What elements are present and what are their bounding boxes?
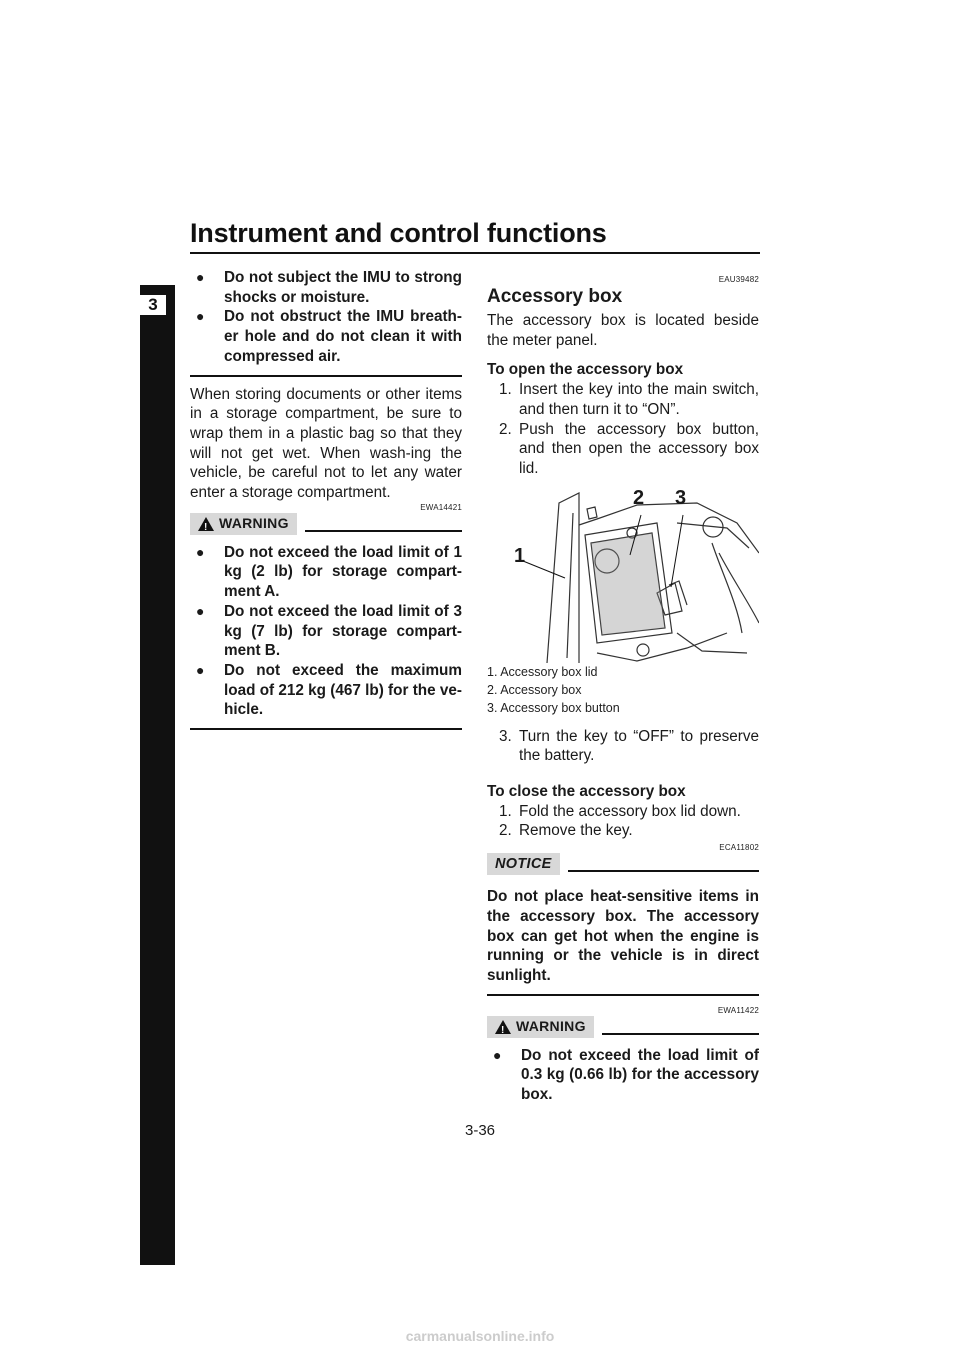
warning-badge — [190, 513, 297, 535]
figure-label-2: 2 — [633, 486, 645, 509]
warning-header — [487, 1016, 759, 1038]
warning-badge — [487, 1016, 594, 1038]
accessory-box-illustration — [487, 483, 759, 663]
page-title: Instrument and control functions — [190, 218, 607, 248]
intro-paragraph: The accessory box is located beside the meter panel. — [487, 312, 759, 349]
figure-label-3: 3 — [675, 486, 687, 509]
figure-caption: 1. Accessory box lid — [487, 664, 598, 679]
close-step: 1. Fold the accessory box lid down. — [499, 802, 741, 820]
open-step: 2. Push the accessory box button, and then open the accessory box lid. — [499, 420, 759, 477]
figure-label-1: 1 — [514, 544, 526, 567]
figure-caption: 2. Accessory box — [487, 682, 582, 697]
section-code: EAU39482 — [718, 275, 759, 284]
warning-bullet: ● Do not exceed the load limit of 3 kg (7 lb) for storage compart-ment B. — [190, 602, 462, 661]
warning-label: WARNING — [516, 1017, 586, 1034]
warning-code: EWA14421 — [420, 502, 462, 512]
warning-bullet: ● Do not exceed the maximum load of 212 kg (467 lb) for the ve-hicle. — [190, 661, 462, 720]
notice-rule — [568, 870, 759, 872]
open-step: 1. Insert the key into the main switch, and then turn it to “ON”. — [499, 381, 759, 418]
figure-caption: 3. Accessory box button — [487, 700, 620, 715]
accessory-box-figure — [487, 483, 759, 663]
close-subheading: To close the accessory box — [487, 783, 686, 801]
warning-triangle-icon — [198, 517, 214, 531]
page-number: 3-36 — [464, 1122, 496, 1139]
notice-header — [487, 853, 759, 875]
notice-badge: NOTICE — [487, 853, 560, 875]
bullet-item: ● Do not obstruct the IMU breath-er hole and do not clean it with compressed air. — [190, 307, 462, 366]
section-rule — [190, 375, 462, 377]
bullet-item: ● Do not subject the IMU to strong shocks or moisture. — [190, 268, 462, 307]
notice-end-rule — [487, 994, 759, 996]
warning-header — [190, 513, 462, 535]
chapter-side-tab — [140, 285, 175, 1265]
warning-rule — [602, 1033, 759, 1035]
warning-label: WARNING — [219, 514, 289, 531]
close-step: 2. Remove the key. — [499, 822, 633, 840]
header-rule — [190, 252, 760, 254]
warning-bullet: ● Do not exceed the load limit of 1 kg (2 lb) for storage compart-ment A. — [190, 543, 462, 602]
left-column — [190, 268, 462, 730]
warning-bullet: ● Do not exceed the load limit of 0.3 kg (0.66 lb) for the accessory box. — [487, 1046, 759, 1105]
section-title: Accessory box — [487, 286, 623, 307]
open-subheading: To open the accessory box — [487, 361, 684, 379]
warning-end-rule — [190, 728, 462, 730]
right-column — [487, 275, 759, 1105]
footer-watermark: carmanualsonline.info — [405, 1328, 555, 1344]
notice-code: ECA11802 — [719, 843, 759, 853]
open-step: 3. Turn the key to “OFF” to preserve the battery. — [499, 727, 759, 765]
chapter-tab-number: 3 — [140, 295, 166, 315]
storage-paragraph: When storing documents or other items in a storage compartment, be sure to wrap them in a plastic bag so that they will not get wet. When wash-ing the vehicle, be careful not to let any water enter a storage compartment. — [190, 385, 462, 502]
notice-text: Do not place heat-sensitive items in the accessory box. The accessory box can get hot when the engine is running or the vehicle is in direct sunlight. — [487, 888, 759, 984]
warning-triangle-icon — [495, 1020, 511, 1034]
warning-rule — [305, 530, 462, 532]
warning-code: EWA11422 — [717, 1005, 759, 1015]
